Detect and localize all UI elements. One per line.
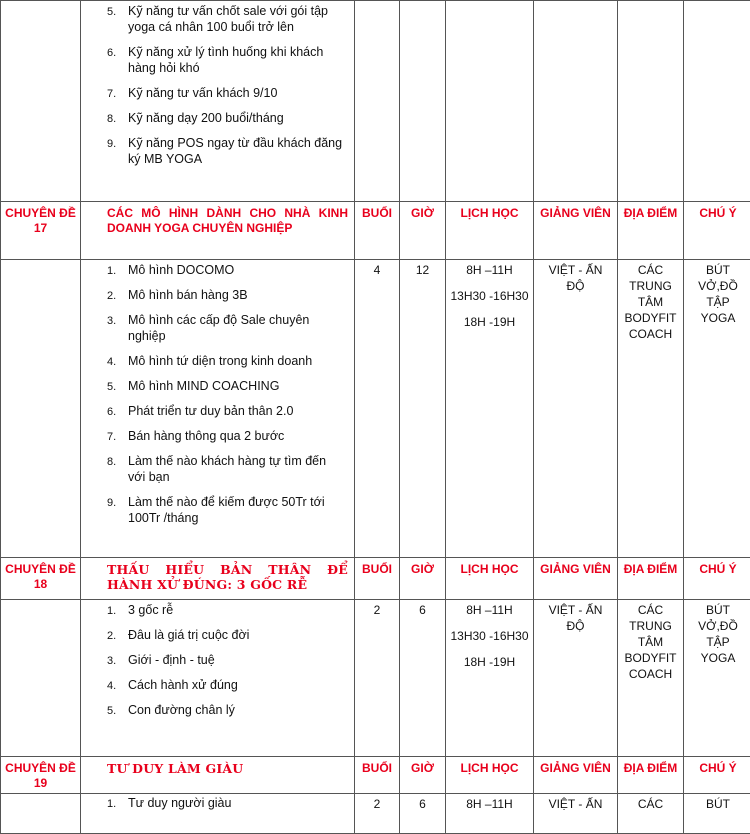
instructor-value: VIỆT - ẤN xyxy=(534,794,618,834)
list-item: 9. Kỹ năng POS ngay từ đầu khách đăng ký MB YOGA xyxy=(81,135,346,167)
header-buoi: BUỔI xyxy=(355,757,400,794)
sessions-value: 2 xyxy=(355,600,400,757)
topic-19-item-list xyxy=(81,795,354,811)
topic-title: TƯ DUY LÀM GIÀU xyxy=(81,757,355,794)
schedule-slot: 18H -19H xyxy=(446,654,533,670)
list-item: 3. Giới - định - tuệ xyxy=(81,652,346,668)
list-item: 3. Mô hình các cấp độ Sale chuyên nghiệp xyxy=(81,312,346,344)
hours-value: 6 xyxy=(400,600,446,757)
header-gio: GIỜ xyxy=(400,202,446,260)
header-gio: GIỜ xyxy=(400,558,446,600)
list-item: 2. Đâu là giá trị cuộc đời xyxy=(81,627,346,643)
header-buoi: BUỔI xyxy=(355,558,400,600)
list-item: 4. Cách hành xử đúng xyxy=(81,677,346,693)
list-item: 5. Mô hình MIND COACHING xyxy=(81,378,346,394)
instructor-value: VIỆT - ẤN ĐỘ xyxy=(534,260,618,558)
schedule-slot: 8H –11H xyxy=(446,796,533,812)
instructor-value: VIỆT - ẤN ĐỘ xyxy=(534,600,618,757)
list-item: 4. Mô hình tứ diện trong kinh doanh xyxy=(81,353,346,369)
location-value: CÁC TRUNG TÂM BODYFIT COACH xyxy=(618,600,684,757)
header-chu-y: CHÚ Ý xyxy=(684,558,750,600)
schedule-slot: 18H -19H xyxy=(446,314,533,330)
header-chu-y: CHÚ Ý xyxy=(684,202,750,260)
list-item: 1. Tư duy người giàu xyxy=(81,795,346,811)
list-item: 7. Kỹ năng tư vấn khách 9/10 xyxy=(81,85,346,101)
header-chu-y: CHÚ Ý xyxy=(684,757,750,794)
schedule-slot: 8H –11H xyxy=(446,602,533,618)
topic-17-header-row xyxy=(1,202,750,260)
list-item: 1. Mô hình DOCOMO xyxy=(81,262,346,278)
list-item: 5. Con đường chân lý xyxy=(81,702,346,718)
list-item: 8. Làm thế nào khách hàng tự tìm đến với bạn xyxy=(81,453,346,485)
hours-value: 12 xyxy=(400,260,446,558)
location-value: CÁC xyxy=(618,794,684,834)
header-giang-vien: GIẢNG VIÊN xyxy=(534,202,618,260)
topic-title: CÁC MÔ HÌNH DÀNH CHO NHÀ KINH DOANH YOGA CHUYÊN NGHIỆP xyxy=(81,202,355,260)
topic-19-header-row xyxy=(1,757,750,794)
sessions-value: 2 xyxy=(355,794,400,834)
topic-18-item-list xyxy=(81,602,354,718)
topic-19-content-row xyxy=(1,794,750,834)
schedule-slot: 8H –11H xyxy=(446,262,533,278)
list-item: 5. Kỹ năng tư vấn chốt sale với gói tập yoga cá nhân 100 buổi trở lên xyxy=(81,3,346,35)
header-buoi: BUỔI xyxy=(355,202,400,260)
header-dia-diem: ĐỊA ĐIỂM xyxy=(618,202,684,260)
topic-label: CHUYÊN ĐỀ 18 xyxy=(1,558,81,600)
topic-16-content-row xyxy=(1,1,750,202)
topic-label: CHUYÊN ĐỀ 19 xyxy=(1,757,81,794)
topic-label: CHUYÊN ĐỀ 17 xyxy=(1,202,81,260)
topic-18-content-row xyxy=(1,600,750,757)
list-item: 2. Mô hình bán hàng 3B xyxy=(81,287,346,303)
note-value: BÚT VỞ,ĐỒ TẬP YOGA xyxy=(684,260,750,558)
topic-17-item-list xyxy=(81,262,354,526)
topic-17-content-row xyxy=(1,260,750,558)
list-item: 6. Phát triển tư duy bản thân 2.0 xyxy=(81,403,346,419)
list-item: 9. Làm thế nào để kiếm được 50Tr tới 100Tr /tháng xyxy=(81,494,346,526)
schedule-slot: 13H30 -16H30 xyxy=(446,628,533,644)
schedule-cell xyxy=(446,260,534,558)
location-value: CÁC TRUNG TÂM BODYFIT COACH xyxy=(618,260,684,558)
list-item: 8. Kỹ năng dạy 200 buổi/tháng xyxy=(81,110,346,126)
header-giang-vien: GIẢNG VIÊN xyxy=(534,757,618,794)
note-value: BÚT VỞ,ĐỒ TẬP YOGA xyxy=(684,600,750,757)
sessions-value: 4 xyxy=(355,260,400,558)
topic-16-item-list xyxy=(81,3,354,167)
header-giang-vien: GIẢNG VIÊN xyxy=(534,558,618,600)
topic-18-header-row xyxy=(1,558,750,600)
list-item: 1. 3 gốc rễ xyxy=(81,602,346,618)
schedule-cell xyxy=(446,600,534,757)
header-dia-diem: ĐỊA ĐIỂM xyxy=(618,558,684,600)
header-lich-hoc: LỊCH HỌC xyxy=(446,202,534,260)
note-value: BÚT xyxy=(684,794,750,834)
schedule-slot: 13H30 -16H30 xyxy=(446,288,533,304)
list-item: 7. Bán hàng thông qua 2 bước xyxy=(81,428,346,444)
header-gio: GIỜ xyxy=(400,757,446,794)
header-lich-hoc: LỊCH HỌC xyxy=(446,558,534,600)
schedule-cell xyxy=(446,794,534,834)
list-item: 6. Kỹ năng xử lý tình huống khi khách hàng hỏi khó xyxy=(81,44,346,76)
header-dia-diem: ĐỊA ĐIỂM xyxy=(618,757,684,794)
header-lich-hoc: LỊCH HỌC xyxy=(446,757,534,794)
topic-title: THẤU HIỂU BẢN THÂN ĐỂ HÀNH XỬ ĐÚNG: 3 GỐC RỄ xyxy=(81,558,355,600)
hours-value: 6 xyxy=(400,794,446,834)
